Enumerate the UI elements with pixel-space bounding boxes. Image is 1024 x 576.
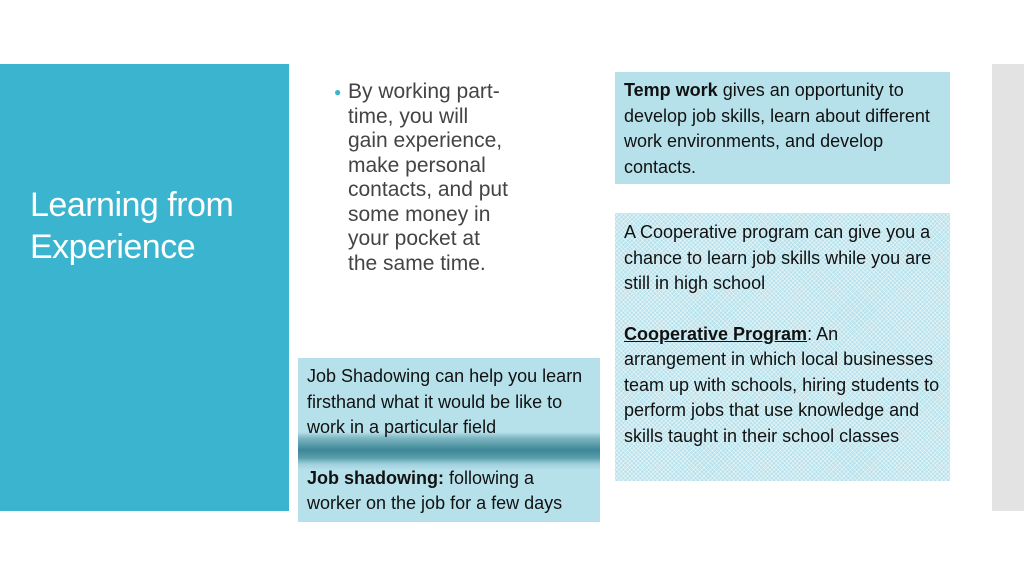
right-decorative-bar: [992, 64, 1024, 511]
coop-definition: : An arrangement in which local businesses team up with schools, hiring students to perform jobs that use knowledge and skills taught in their school classes: [624, 323, 940, 446]
coop-intro: A Cooperative program can give you a chance to learn job skills while you are still in high school: [624, 222, 932, 293]
shadowing-definition: following a worker on the job for a few days: [307, 467, 563, 513]
temp-work-box: [615, 72, 950, 184]
temp-work-term: Temp work: [624, 80, 718, 100]
bullet-text: By working part-time, you will gain experience, make personal contacts, and put some money in your pocket at the same time.: [348, 80, 508, 275]
shadowing-term: Job shadowing:: [307, 467, 444, 488]
paragraph-gap: [624, 297, 941, 322]
temp-work-paragraph: [624, 78, 941, 180]
coop-term: Cooperative Program: [624, 323, 808, 344]
paragraph-gap: [307, 441, 591, 466]
bullet-icon: ●: [334, 85, 342, 99]
shadowing-definition-paragraph: [307, 466, 591, 517]
temp-work-text: gives an opportunity to develop job skills, learn about different work environments, and develop contacts.: [624, 80, 930, 177]
shadowing-intro: Job Shadowing can help you learn firsthand what it would be like to work in a particular field: [307, 366, 583, 437]
cooperative-program-box: [615, 213, 950, 481]
slide-title: Learning from Experience: [30, 186, 234, 266]
coop-definition-paragraph: [624, 322, 941, 450]
title-panel: [0, 64, 289, 511]
job-shadowing-box: [298, 358, 600, 522]
